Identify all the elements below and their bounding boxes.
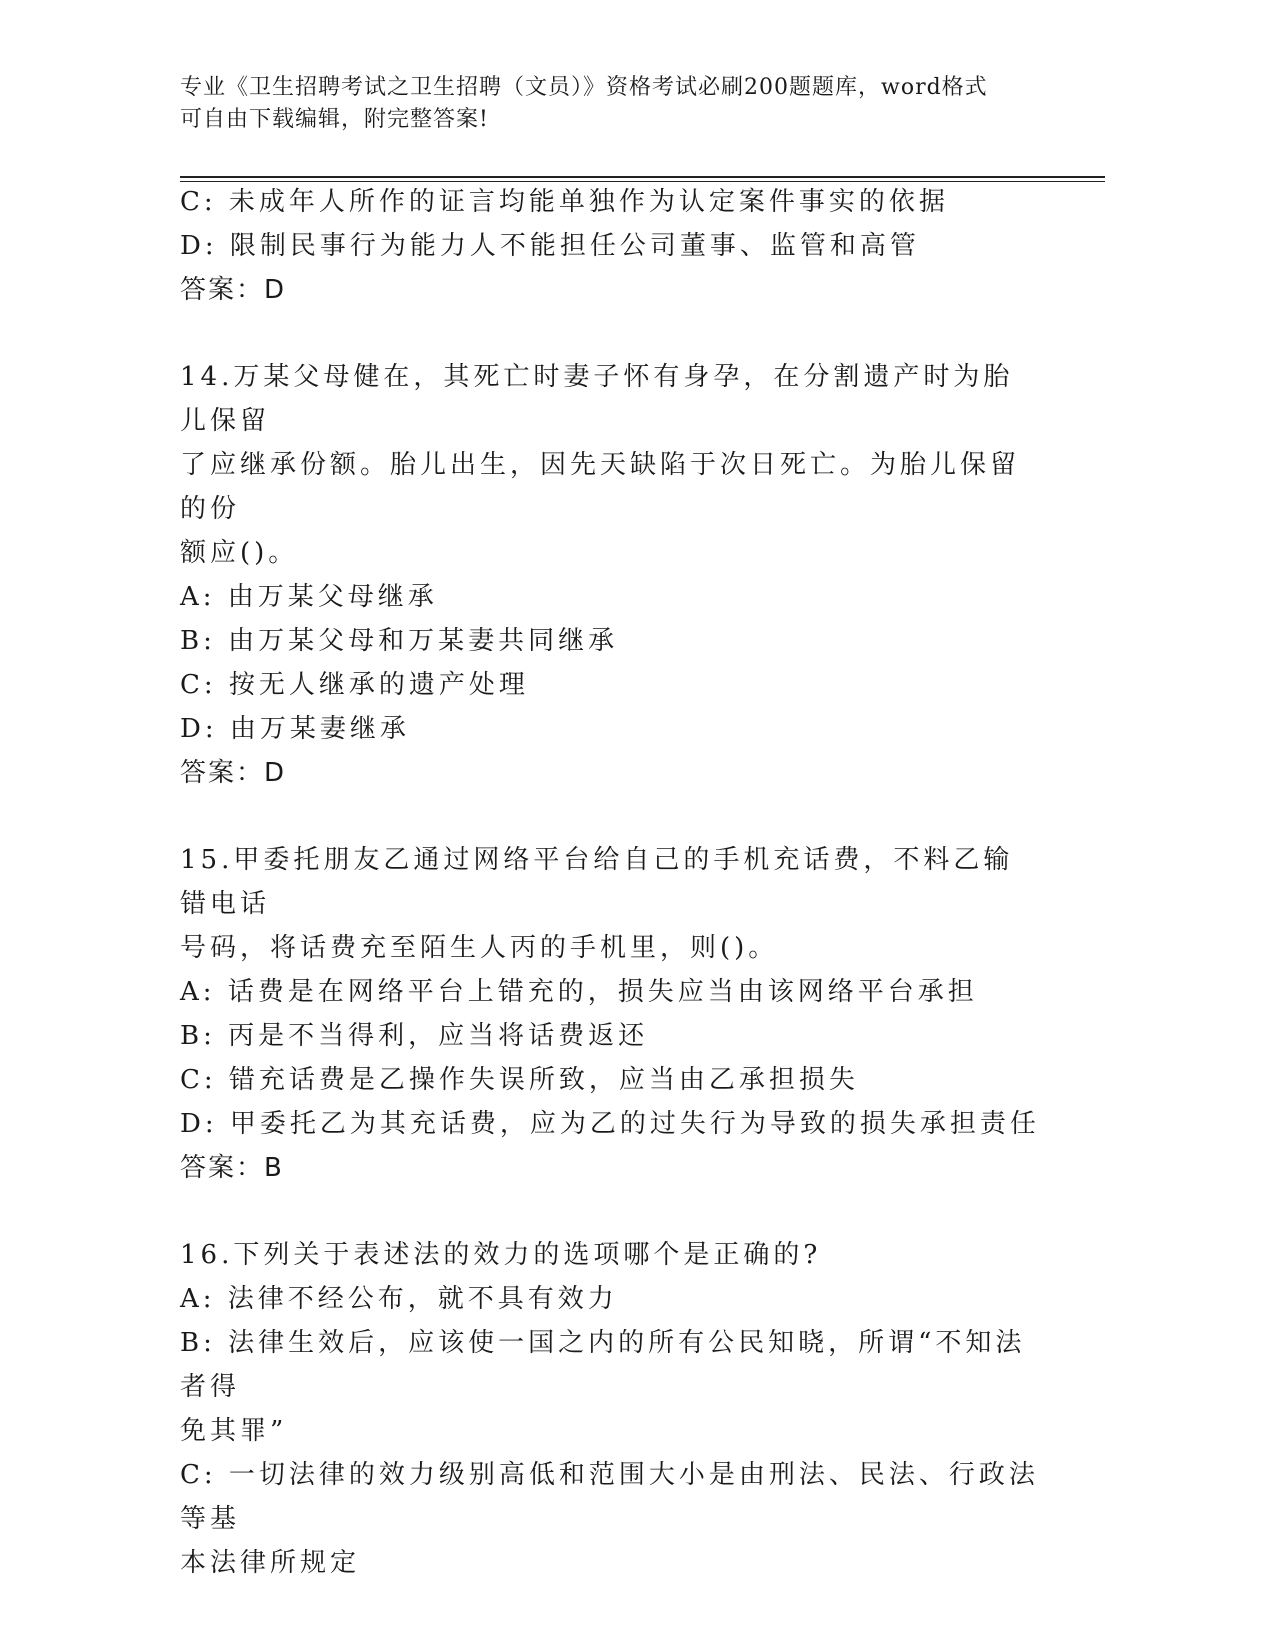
option-a: A: 由万某父母继承 bbox=[180, 582, 438, 612]
option-b: B: 法律生效后，应该使一国之内的所有公民知晓，所谓“不知法者得 bbox=[180, 1328, 1026, 1402]
question-14 bbox=[180, 355, 1040, 795]
option-c: C: 错充话费是乙操作失误所致，应当由乙承担损失 bbox=[180, 1065, 859, 1095]
question-stem-line: 额应()。 bbox=[180, 538, 299, 568]
header-line-2: 可自由下载编辑，附完整答案! bbox=[180, 107, 489, 132]
option-d: D: 限制民事行为能力人不能担任公司董事、监管和高管 bbox=[180, 231, 920, 261]
document-header bbox=[180, 72, 1060, 136]
question-16 bbox=[180, 1233, 1040, 1585]
option-c: C: 未成年人所作的证言均能单独作为认定案件事实的依据 bbox=[180, 187, 949, 217]
answer-label: 答案：D bbox=[180, 275, 287, 305]
option-d: D: 由万某妻继承 bbox=[180, 714, 410, 744]
spacer bbox=[180, 312, 1040, 355]
spacer bbox=[180, 1190, 1040, 1233]
option-b: B: 由万某父母和万某妻共同继承 bbox=[180, 626, 619, 656]
header-line-1: 专业《卫生招聘考试之卫生招聘（文员）》资格考试必刷200题题库，word格式 bbox=[180, 75, 988, 100]
option-c: C: 一切法律的效力级别高低和范围大小是由刑法、民法、行政法等基 bbox=[180, 1460, 1039, 1534]
answer-label: 答案：B bbox=[180, 1153, 284, 1183]
question-fragment-13 bbox=[180, 180, 1040, 312]
option-d: D: 甲委托乙为其充话费，应为乙的过失行为导致的损失承担责任 bbox=[180, 1109, 1040, 1139]
question-stem-line: 16.下列关于表述法的效力的选项哪个是正确的? bbox=[180, 1240, 822, 1270]
option-b-continued: 免其罪” bbox=[180, 1416, 288, 1446]
option-b: B: 丙是不当得利，应当将话费返还 bbox=[180, 1021, 649, 1051]
question-stem-line: 了应继承份额。胎儿出生，因先天缺陷于次日死亡。为胎儿保留的份 bbox=[180, 450, 1021, 524]
option-c-continued: 本法律所规定 bbox=[180, 1548, 361, 1578]
spacer bbox=[180, 795, 1040, 838]
option-c: C: 按无人继承的遗产处理 bbox=[180, 670, 529, 700]
question-stem-line: 15.甲委托朋友乙通过网络平台给自己的手机充话费，不料乙输错电话 bbox=[180, 845, 1014, 919]
option-a: A: 法律不经公布，就不具有效力 bbox=[180, 1284, 618, 1314]
question-stem-line: 号码，将话费充至陌生人丙的手机里，则()。 bbox=[180, 933, 779, 963]
answer-label: 答案：D bbox=[180, 758, 287, 788]
question-stem-line: 14.万某父母健在，其死亡时妻子怀有身孕，在分割遗产时为胎儿保留 bbox=[180, 362, 1014, 436]
question-15 bbox=[180, 838, 1040, 1190]
question-list bbox=[180, 180, 1040, 1585]
option-a: A: 话费是在网络平台上错充的，损失应当由该网络平台承担 bbox=[180, 977, 978, 1007]
